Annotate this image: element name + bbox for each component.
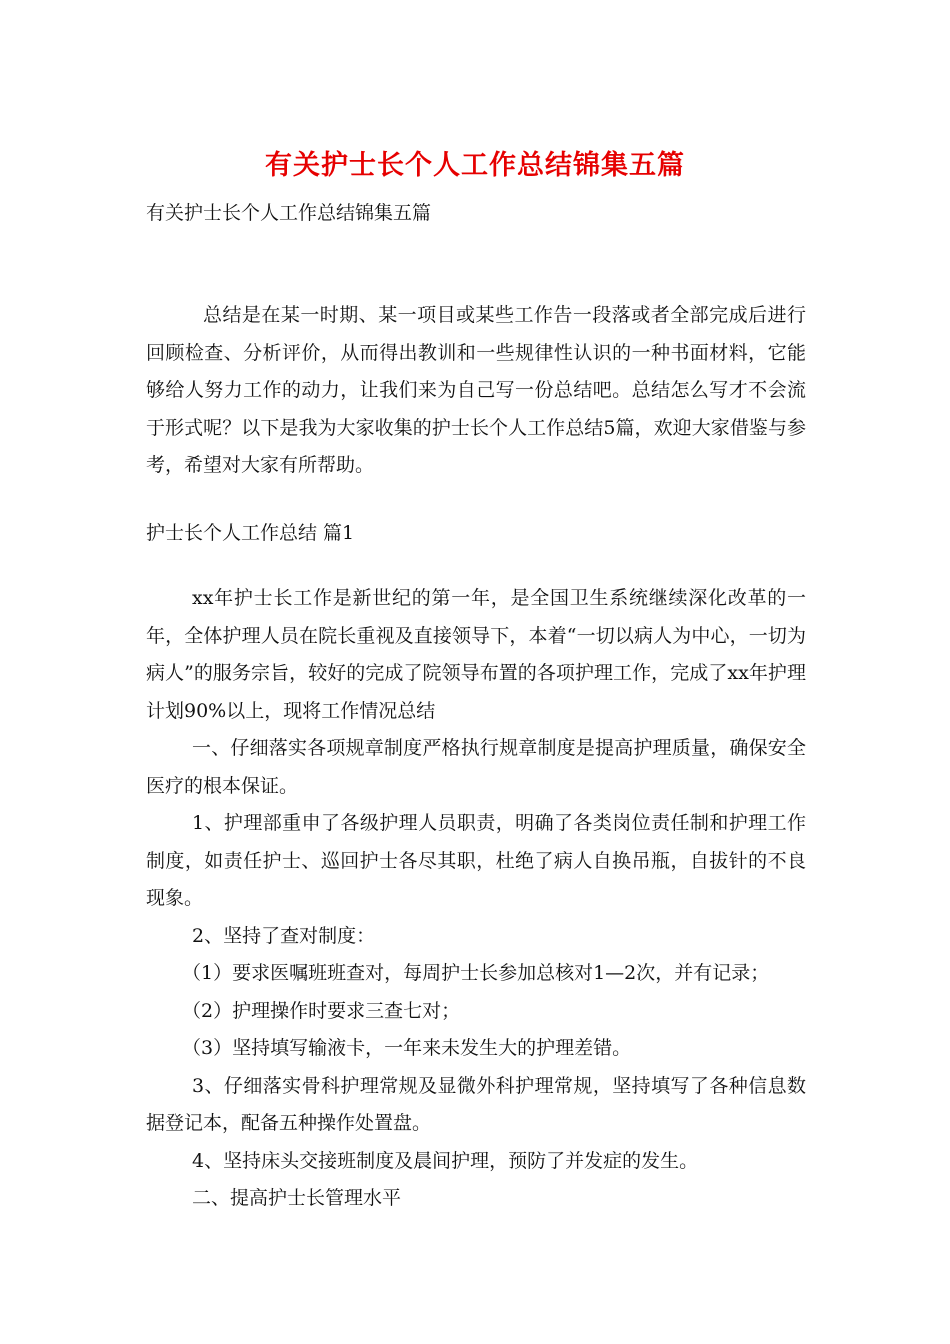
body-paragraph: 3、仔细落实骨科护理常规及显微外科护理常规，坚持填写了各种信息数据登记本，配备五种操作处置盘。 bbox=[146, 1074, 806, 1134]
section-body bbox=[146, 580, 806, 1218]
document-subtitle: 有关护士长个人工作总结锦集五篇 bbox=[146, 202, 432, 224]
body-paragraph: 2、坚持了查对制度： bbox=[192, 924, 376, 947]
list-item: （2）护理操作时要求三查七对； bbox=[182, 999, 461, 1022]
body-paragraph: 二、提高护士长管理水平 bbox=[192, 1187, 402, 1209]
section-heading: 护士长个人工作总结 篇1 bbox=[146, 522, 355, 544]
list-item: （3）坚持填写输液卡，一年来未发生大的护理差错。 bbox=[182, 1037, 632, 1059]
list-item: （1）要求医嘱班班查对，每周护士长参加总核对1—2次，并有记录； bbox=[182, 962, 770, 984]
document-title: 有关护士长个人工作总结锦集五篇 bbox=[265, 150, 685, 181]
body-paragraph: 1、护理部重申了各级护理人员职责，明确了各类岗位责任制和护理工作制度，如责任护士、巡回护士各尽其职，杜绝了病人自换吊瓶，自拔针的不良现象。 bbox=[146, 812, 806, 909]
body-paragraph: xx年护士长工作是新世纪的第一年，是全国卫生系统继续深化改革的一年，全体护理人员在院长重视及直接领导下，本着“一切以病人为中心，一切为病人”的服务宗旨，较好的完成了院领导布置的各项护理工作，完成了xx年护理计划90%以上，现将工作情况总结 bbox=[146, 587, 806, 722]
body-paragraph: 一、仔细落实各项规章制度严格执行规章制度是提高护理质量，确保安全医疗的根本保证。 bbox=[146, 737, 806, 797]
body-paragraph: 4、坚持床头交接班制度及晨间护理，预防了并发症的发生。 bbox=[192, 1149, 699, 1172]
intro-paragraph: 总结是在某一时期、某一项目或某些工作告一段落或者全部完成后进行回顾检查、分析评价，从而得出教训和一些规律性认识的一种书面材料，它能够给人努力工作的动力，让我们来为自己写一份总结吧。总结怎么写才不会流于形式呢？以下是我为大家收集的护士长个人工作总结5篇，欢迎大家借鉴与参考，希望对大家有所帮助。 bbox=[146, 304, 806, 476]
